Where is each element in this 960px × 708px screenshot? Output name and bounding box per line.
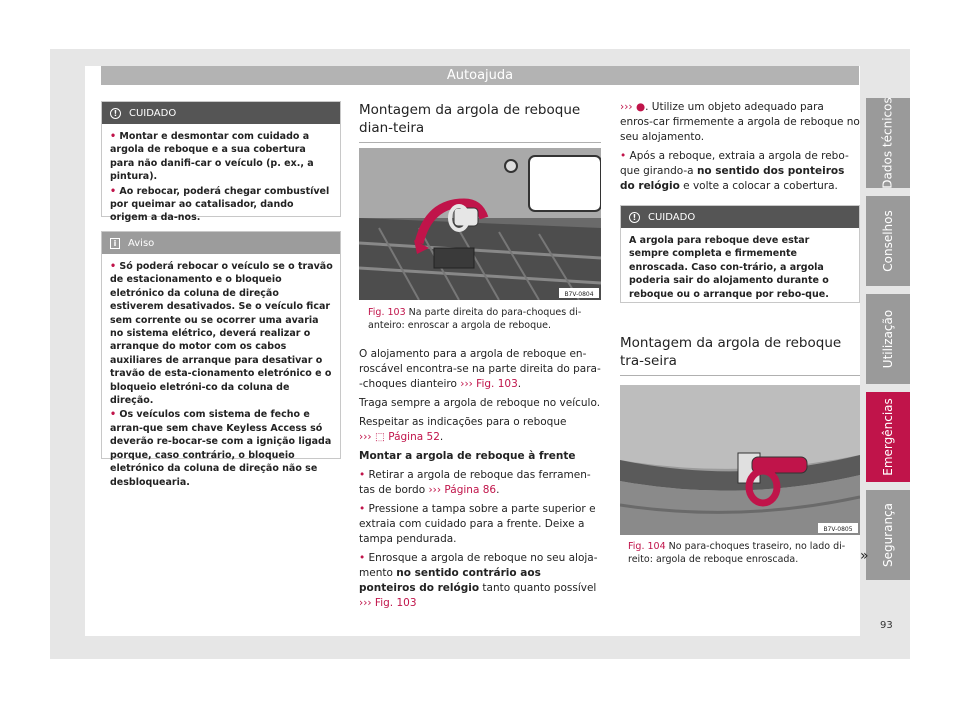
tab-label: Segurança [881, 502, 896, 568]
notice-title: Aviso [128, 237, 155, 249]
warning-icon: ● [635, 101, 646, 113]
list-item: • Ao rebocar, poderá chegar combustível por queimar ao catalisador, dando origem a da-nos. [110, 185, 330, 224]
tab-conselhos[interactable] [866, 196, 910, 286]
figure-label: Fig. 103 [368, 307, 406, 318]
caution-box-2 [620, 205, 860, 303]
chapter-header: Autoajuda [101, 66, 859, 85]
link-fig-103[interactable]: ››› Fig. 103 [460, 378, 518, 390]
caption-text: Na parte direita do para-choques di-anteiro: enroscar a argola de reboque. [368, 307, 582, 331]
figure-code: B7V-0804 [564, 291, 594, 298]
tab-label: Conselhos [881, 210, 895, 272]
tab-seguranca[interactable] [866, 490, 910, 580]
continued-text: ››› ●. Utilize um objeto adequado para enros-car firmemente a argola de reboque no seu alojamento. • Após a reboque, extraia a argola de rebo-que girando-a no sentido dos ponteiros do relógio e volte a colocar a cobertura. [620, 101, 860, 192]
figure-104-caption [628, 540, 856, 566]
front-bumper-illustration [359, 148, 601, 300]
caution-body [102, 124, 340, 234]
section-title-rear: Montagem da argola de reboque tra-seira [620, 334, 860, 376]
list-item: • Retirar a argola de reboque das ferramen-tas de bordo ››› Página 86. [359, 469, 591, 496]
rear-bumper-illustration [620, 385, 860, 535]
list-item: • Os veículos com sistema de fecho e arran-que sem chave Keyless Access só deverão re-bocar-se com a ignição ligada porque, caso contrário, o bloqueio eletrónico da coluna de direção não se desbloquearia. [110, 409, 332, 488]
notice-box [101, 231, 341, 488]
tab-label: Emergências [881, 398, 895, 476]
figure-104 [620, 385, 860, 535]
continue-arrow: » [860, 548, 869, 564]
figure-label: Fig. 104 [628, 541, 666, 552]
section-title-front: Montagem da argola de reboque dian-teira [359, 101, 601, 143]
figure-103-caption [368, 306, 598, 332]
warning-icon: ! [629, 212, 640, 223]
list-item: • Enrosque a argola de reboque no seu aloja-mento no sentido contrário aos ponteiros do relógio tanto quanto possível ››› Fig. 103 [359, 552, 598, 609]
caution-box [101, 101, 341, 224]
caution-title: CUIDADO [648, 211, 696, 223]
page-number: 93 [880, 620, 893, 631]
tab-utilizacao[interactable] [866, 294, 910, 384]
figure-code: B7V-0805 [823, 526, 853, 533]
tab-emergencias[interactable] [866, 392, 910, 482]
book-icon: ⬚ [374, 431, 385, 443]
link-page-52[interactable]: Página 52 [384, 431, 440, 443]
notice-header [102, 232, 340, 254]
list-item: • Pressione a tampa sobre a parte superior e extraia com cuidado para a frente. Deixe a tampa pendurada. [359, 503, 596, 545]
caption-text: No para-choques traseiro, no lado di-reito: argola de reboque enroscada. [628, 541, 846, 565]
subheading: Montar a argola de reboque à frente [359, 450, 576, 462]
info-icon: i [110, 238, 120, 249]
caution-header [102, 102, 340, 124]
front-body-text: O alojamento para a argola de reboque en-roscável encontra-se na parte direita do para--choques dianteiro ››› Fig. 103. Traga sempre a argola de reboque no veículo. Respeitar as indicações para o reboque ››› ⬚ Página 52. Montar a argola de reboque à frente • Retirar a argola de reboque das ferramen-tas de bordo ››› Página 86. • Pressione a tampa sobre a parte superior e extraia com cuidado para a frente. Deixe a tampa pendurada. • Enrosque a argola de reboque no seu aloja-mento no sentido contrário aos ponteiros do relógio tanto quanto possível ››› Fig. 103 [359, 348, 601, 609]
list-item: • Só poderá rebocar o veículo se o travão de estacionamento e o bloqueio eletrónico da coluna de direção estiverem desativados. Se o veículo ficar sem corrente ou se ocorrer uma avaria no sistema elétrico, deverá realizar o arranque do motor com os cabos auxiliares de arranque para desativar o travão de esta-cionamento eletrónico e o bloqueio eletróni-co da coluna de direção. [110, 261, 333, 407]
notice-body [102, 254, 340, 498]
list-item: • Montar e desmontar com cuidado a argola de reboque e a sua cobertura para não danifi-car o veículo (p. ex., a pintura). [110, 131, 314, 183]
caution-header [621, 206, 859, 228]
link-page-86[interactable]: ››› Página 86 [428, 484, 497, 496]
figure-103 [359, 148, 601, 300]
caution-body: A argola para reboque deve estar sempre completa e firmemente enroscada. Caso con-trário, a argola poderia sair do alojamento durante o reboque ou o arranque por rebo-que. [629, 235, 829, 300]
caution-title: CUIDADO [129, 107, 177, 119]
list-item: • Após a reboque, extraia a argola de rebo-que girando-a no sentido dos ponteiros do relógio e volte a colocar a cobertura. [620, 150, 849, 192]
tab-dados-tecnicos[interactable] [866, 98, 910, 188]
warning-icon: ! [110, 108, 121, 119]
link-fig-103[interactable]: ››› Fig. 103 [359, 597, 417, 609]
tab-label: Utilização [881, 309, 895, 369]
tab-label: Dados técnicos [881, 97, 895, 189]
